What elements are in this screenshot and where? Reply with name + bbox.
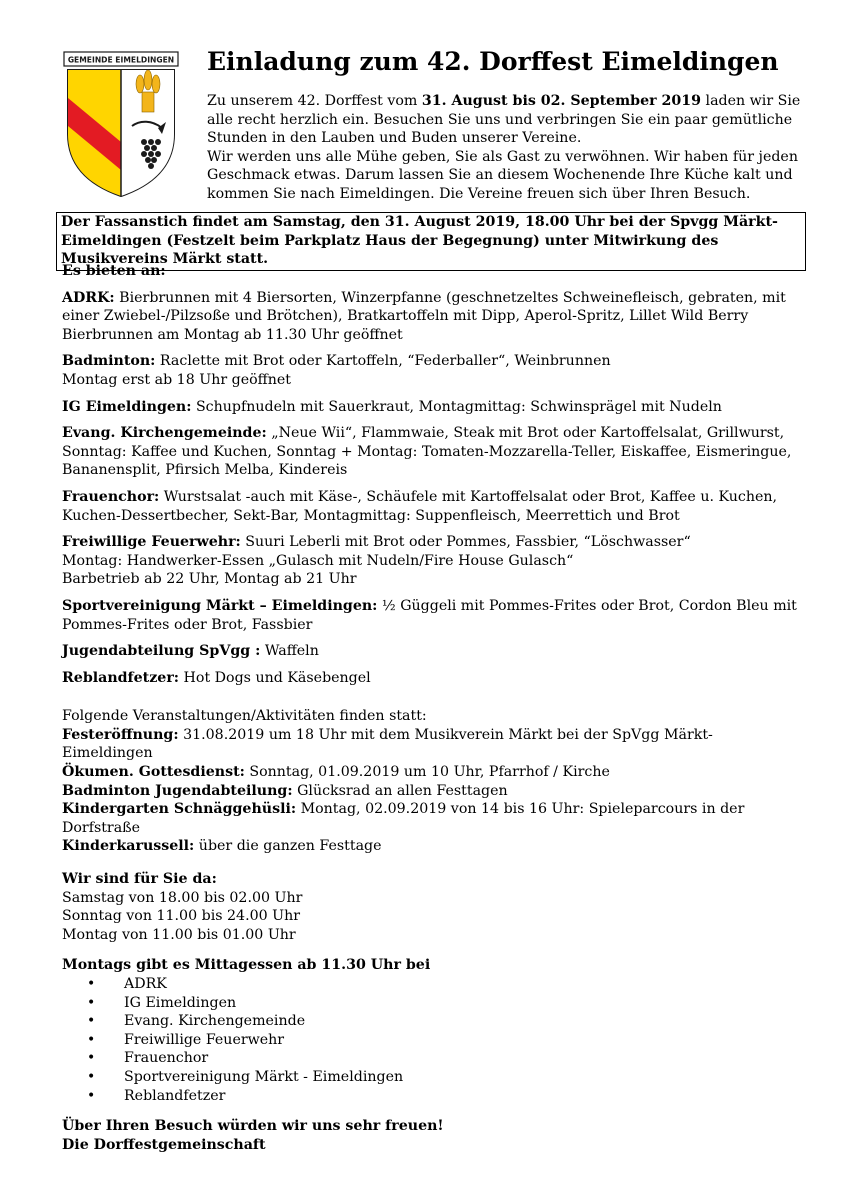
event-item [62, 763, 802, 782]
document-header [62, 40, 802, 200]
event-item [62, 782, 802, 801]
offer-text: Wurstsalat -auch mit Käse-, Schäufele mit Kartoffelsalat oder Brot, Kaffee u. Kuchen, Kuchen-Dessertbecher, Sekt-Bar, Montagmittag: Suppenfleisch, Meerrettich und Brot [62, 488, 778, 524]
hours-line: Montag von 11.00 bis 01.00 Uhr [62, 926, 296, 943]
lunch-item: • Frauenchor [62, 1049, 802, 1068]
offer-text: Montag erst ab 18 Uhr geöffnet [62, 371, 291, 388]
offer-text: Montag: Handwerker-Essen „Gulasch mit Nudeln/Fire House Gulasch“ [62, 552, 574, 569]
event-text: Sonntag, 01.09.2019 um 10 Uhr, Pfarrhof / Kirche [244, 764, 610, 781]
offer-item [62, 642, 802, 661]
event-item [62, 837, 802, 856]
offer-vendor: Frauenchor: [62, 488, 160, 505]
offer-text: Suuri Leberli mit Brot oder Pommes, Fassbier, “Löschwasser“ [240, 534, 691, 551]
document-body [62, 262, 802, 1154]
intro-date-range: 31. August bis 02. September 2019 [421, 93, 702, 109]
lunch-item: • Freiwillige Feuerwehr [62, 1031, 802, 1050]
event-name: Badminton Jugendabteilung: [62, 782, 293, 799]
events-section [62, 707, 802, 856]
fassanstich-notice: Der Fassanstich findet am Samstag, den 31. August 2019, 18.00 Uhr bei der Spvgg Märkt-Eimeldingen (Festzelt beim Parkplatz Haus der Begegnung) unter Mitwirkung des Musikvereins Märkt statt. [56, 212, 806, 271]
offer-text: Raclette mit Brot oder Kartoffeln, “Federballer“, Weinbrunnen [155, 353, 611, 370]
hours-line: Samstag von 18.00 bis 02.00 Uhr [62, 889, 303, 906]
event-text: Montag, 02.09.2019 von 14 bis 16 Uhr: Spieleparcours in der Dorfstraße [62, 801, 745, 836]
event-text: über die ganzen Festtage [194, 838, 382, 855]
offer-item [62, 424, 802, 480]
crest-label: GEMEINDE EIMELDINGEN [67, 55, 175, 65]
document-page [61, 40, 802, 1153]
lunch-item: • Reblandfetzer [62, 1087, 802, 1106]
event-name: Kinderkarussell: [62, 838, 195, 855]
intro-p2: Wir werden uns alle Mühe geben, Sie als Gast zu verwöhnen. Wir haben für jeden Geschmack etwas. Darum lassen Sie an diesem Wochenende Ihre Küche kalt und kommen Sie nach Eimeldingen. Die Vereine freuen sich über Ihren Besuch. [207, 148, 798, 202]
offer-item [62, 289, 802, 345]
offer-text: Barbetrieb ab 22 Uhr, Montag ab 21 Uhr [62, 571, 357, 588]
offers-heading: Es bieten an: [62, 263, 166, 279]
offer-text: Bierbrunnen mit 4 Biersorten, Winzerpfanne (geschnetzeltes Schweinefleisch, gebraten, mit einer Zwiebel-/Pilzsoße und Brötchen), Bratkartoffeln mit Dipp, Aperol-Spritz, Lillet Wild Berry [62, 289, 786, 325]
offer-vendor: Evang. Kirchengemeinde: [62, 425, 267, 442]
offer-text: Hot Dogs und Käsebengel [179, 669, 371, 686]
offer-text: Schupfnudeln mit Sauerkraut, Montagmittag: Schwinsprägel mit Nudeln [191, 398, 722, 415]
event-text: Glücksrad an allen Festtagen [292, 782, 508, 799]
events-list [62, 726, 802, 856]
event-item [62, 800, 802, 837]
offer-vendor: ADRK: [62, 289, 115, 306]
offer-text: „Neue Wii“, Flammwaie, Steak mit Brot oder Kartoffelsalat, Grillwurst, Sonntag: Kaffee und Kuchen, Sonntag + Montag: Tomaten-Mozzarella-Teller, Eiskaffee, Eismeringue, Bananensplit, Pfirsich Melba, Kindereis [62, 425, 792, 479]
closing-signature: Die Dorffestgemeinschaft [62, 1136, 266, 1153]
page-title: Einladung zum 42. Dorffest Eimeldingen [207, 47, 779, 76]
closing-line: Über Ihren Besuch würden wir uns sehr freuen! [62, 1118, 444, 1135]
offer-text: ½ Güggeli mit Pommes-Frites oder Brot, Cordon Bleu mit Pommes-Frites oder Brot, Fassbier [62, 597, 797, 633]
event-text: 31.08.2019 um 18 Uhr mit dem Musikverein Märkt bei der SpVgg Märkt-Eimeldingen [62, 726, 713, 762]
offer-vendor: Freiwillige Feuerwehr: [62, 534, 241, 551]
lunch-heading: Montags gibt es Mittagessen ab 11.30 Uhr bei [62, 957, 431, 974]
offer-vendor: Jugendabteilung SpVgg : [62, 643, 261, 660]
offer-vendor: Reblandfetzer: [62, 669, 180, 686]
lunch-item: • Sportvereinigung Märkt - Eimeldingen [62, 1068, 802, 1087]
offer-vendor: IG Eimeldingen: [62, 398, 192, 415]
lunch-list [62, 975, 802, 1105]
lunch-section [62, 956, 802, 1105]
event-name: Kindergarten Schnäggehüsli: [62, 801, 297, 818]
offer-item [62, 398, 802, 417]
offer-item [62, 533, 802, 589]
hours-heading: Wir sind für Sie da: [62, 871, 217, 888]
intro-text [207, 92, 807, 204]
offer-text: Bierbrunnen am Montag ab 11.30 Uhr geöffnet [62, 326, 403, 343]
offer-vendor: Sportvereinigung Märkt – Eimeldingen: [62, 597, 378, 614]
hours-line: Sonntag von 11.00 bis 24.00 Uhr [62, 908, 301, 925]
intro-p1-post: laden wir Sie alle recht herzlich ein. Besuchen Sie uns und verbringen Sie ein paar gemütliche Stunden in den Lauben und Buden unserer Vereine. [207, 93, 801, 147]
offer-item [62, 488, 802, 525]
event-name: Ökumen. Gottesdienst: [62, 764, 245, 781]
event-name: Festeröffnung: [62, 726, 179, 743]
offer-text: Waffeln [260, 643, 319, 660]
offer-vendor: Badminton: [62, 353, 156, 370]
offer-item [62, 597, 802, 634]
event-item [62, 726, 802, 763]
hours-section [62, 870, 802, 944]
offer-item [62, 669, 802, 688]
hours-list [62, 889, 802, 945]
lunch-item: • IG Eimeldingen [62, 994, 802, 1013]
lunch-item: • Evang. Kirchengemeinde [62, 1012, 802, 1031]
offer-item [62, 352, 802, 389]
municipality-crest-icon [62, 50, 180, 198]
intro-p1-pre: Zu unserem 42. Dorffest vom [207, 93, 422, 109]
lunch-item: • ADRK [62, 975, 802, 994]
offers-list [62, 289, 802, 688]
events-intro: Folgende Veranstaltungen/Aktivitäten finden statt: [62, 708, 427, 725]
